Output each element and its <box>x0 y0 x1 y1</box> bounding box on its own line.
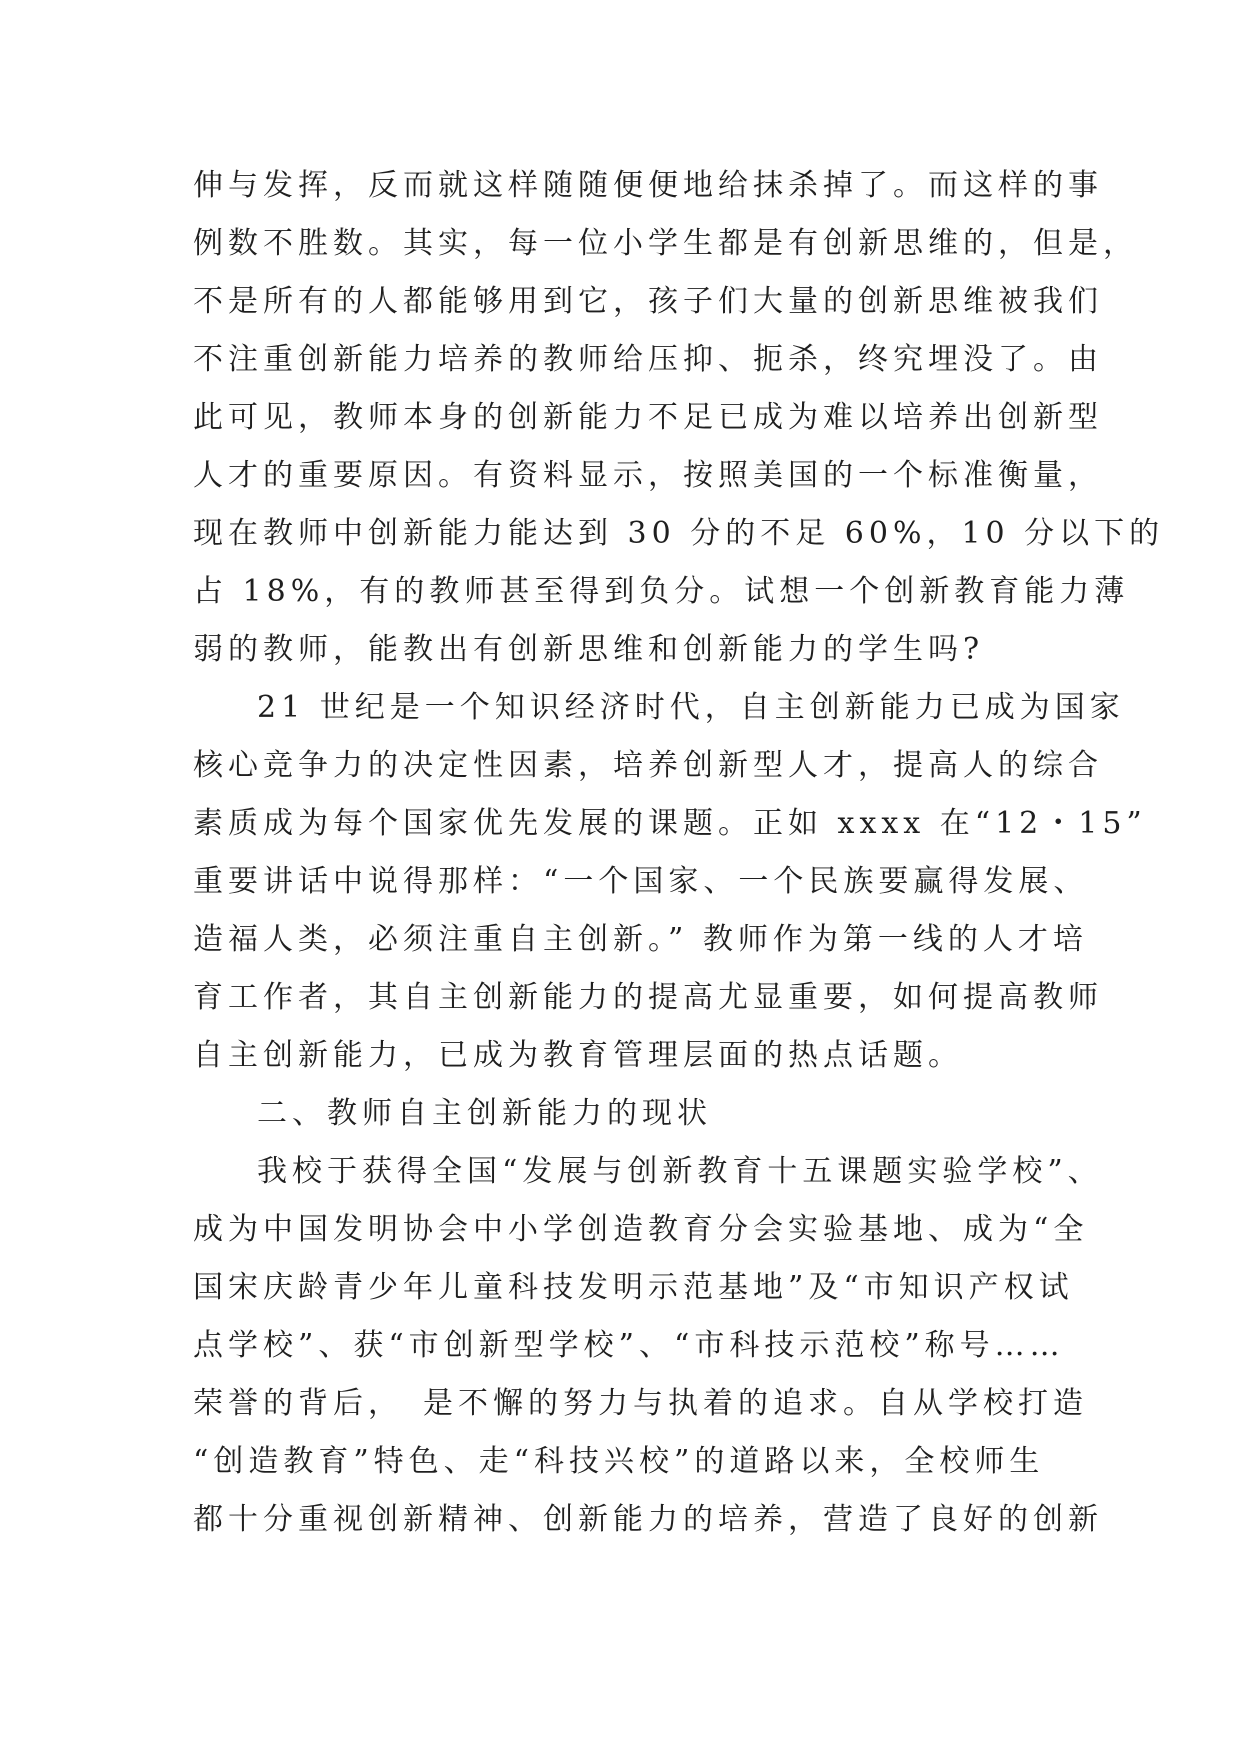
paragraph-line: 核心竞争力的决定性因素，培养创新型人才，提高人的综合 <box>193 748 1103 783</box>
paragraph-line: 不注重创新能力培养的教师给压抑、扼杀，终究埋没了。由 <box>193 342 1103 377</box>
paragraph-line: 荣誉的背后， 是不懈的努力与执着的追求。自从学校打造 <box>193 1386 1088 1421</box>
paragraph-line: 素质成为每个国家优先发展的课题。正如 xxxx 在“12・15” <box>193 806 1147 841</box>
paragraph-line: 现在教师中创新能力能达到 30 分的不足 60%，10 分以下的 <box>193 516 1165 551</box>
paragraph-line: 重要讲话中说得那样：“一个国家、一个民族要赢得发展、 <box>193 864 1089 899</box>
paragraph-line: 成为中国发明协会中小学创造教育分会实验基地、成为“全 <box>193 1212 1089 1247</box>
paragraph-line: 造福人类，必须注重自主创新。” 教师作为第一线的人才培 <box>193 922 1088 957</box>
paragraph-line: 人才的重要原因。有资料显示，按照美国的一个标准衡量， <box>193 458 1103 493</box>
paragraph-line: 弱的教师，能教出有创新思维和创新能力的学生吗? <box>193 632 985 667</box>
paragraph-line: “创造教育”特色、走“科技兴校”的道路以来，全校师生 <box>193 1444 1045 1479</box>
paragraph-line: 例数不胜数。其实，每一位小学生都是有创新思维的，但是， <box>193 226 1138 261</box>
paragraph-line: 都十分重视创新精神、创新能力的培养，营造了良好的创新 <box>193 1502 1103 1537</box>
paragraph-line: 此可见，教师本身的创新能力不足已成为难以培养出创新型 <box>193 400 1103 435</box>
paragraph-line: 点学校”、获“市创新型学校”、“市科技示范校”称号…… <box>193 1328 1065 1363</box>
paragraph-line: 国宋庆龄青少年儿童科技发明示范基地”及“市知识产权试 <box>193 1270 1074 1305</box>
paragraph-line: 不是所有的人都能够用到它，孩子们大量的创新思维被我们 <box>193 284 1103 319</box>
body-text <box>193 157 1165 1549</box>
paragraph-line: 伸与发挥，反而就这样随随便便地给抹杀掉了。而这样的事 <box>193 168 1103 203</box>
paragraph-line: 育工作者，其自主创新能力的提高尤显重要，如何提高教师 <box>193 980 1103 1015</box>
paragraph-first-line: 21 世纪是一个知识经济时代，自主创新能力已成为国家 <box>257 690 1125 725</box>
paragraph-first-line: 我校于获得全国“发展与创新教育十五课题实验学校”、 <box>257 1154 1103 1189</box>
paragraph-line: 占 18%，有的教师甚至得到负分。试想一个创新教育能力薄 <box>193 574 1130 609</box>
section-heading: 二、教师自主创新能力的现状 <box>257 1096 712 1131</box>
paragraph-line: 自主创新能力，已成为教育管理层面的热点话题。 <box>193 1038 963 1073</box>
